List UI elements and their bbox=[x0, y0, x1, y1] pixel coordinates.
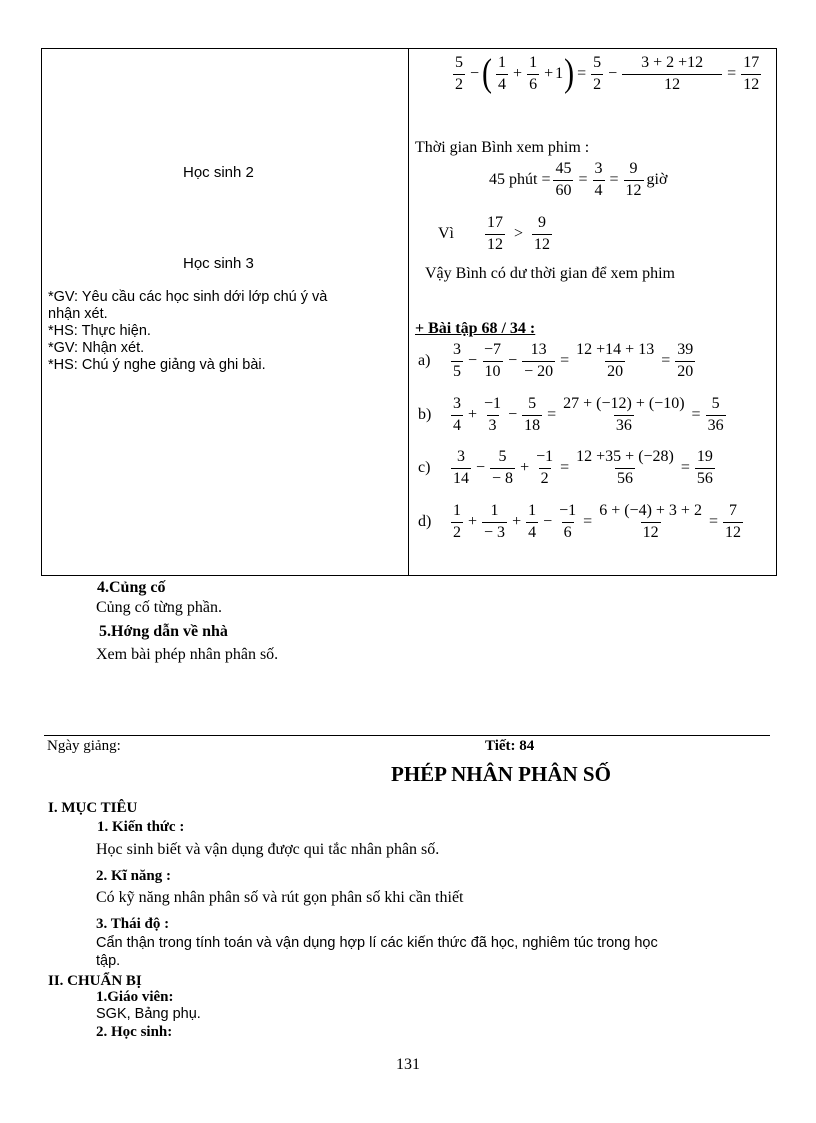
preparation-heading: II. CHUẨN BỊ bbox=[48, 973, 142, 989]
exercise-d: d) $\frac{1}{2}$ + $\frac{1}{- 3}$ + $\frac{1}{4}$ − $\frac{-1}{6}$ = $\frac{6 + (-4) + 3 + 2}{12}$ = $\frac{7}{12}$ bbox=[418, 502, 741, 541]
period-label: Tiết: 84 bbox=[485, 738, 535, 754]
note-line: *GV: Nhận xét. bbox=[48, 340, 145, 356]
knowledge-text: Học sinh biết và vận dụng được qui tắc nhân phân số. bbox=[96, 841, 440, 858]
note-line: *GV: Yêu cầu các học sinh dới lớp chú ý và bbox=[48, 289, 328, 305]
student-heading: 2. Học sinh: bbox=[96, 1024, 173, 1040]
homework-text: Xem bài phép nhân phân số. bbox=[96, 646, 279, 663]
section-divider bbox=[44, 735, 770, 736]
teacher-notes bbox=[48, 289, 403, 374]
exercise-title: + Bài tập 68 / 34 : bbox=[415, 320, 536, 337]
student-2-label: Học sinh 2 bbox=[183, 164, 254, 181]
attitude-text-1: Cẩn thận trong tính toán và vận dụng hợp lí các kiến thức đã học, nghiêm túc trong học bbox=[96, 935, 658, 951]
skills-text: Có kỹ năng nhân phân số và rút gọn phân số khi cần thiết bbox=[96, 889, 464, 906]
homework-heading: 5.Hớng dẫn về nhà bbox=[99, 623, 228, 640]
equation-top: $\frac{5}{2}$ − ( $\frac{1}{4}$ + $\frac{1}{6}$ + 1 ) = $\frac{5}{2}$ − $\frac{3 + 2 +12}{12}$ = $\frac{17}{12}$ bbox=[455, 52, 760, 96]
teacher-text: SGK, Bảng phụ. bbox=[96, 1006, 201, 1022]
exercise-c: c) $\frac{3}{14}$ − $\frac{5}{- 8}$ + $\frac{-1}{2}$ = $\frac{12 +35 + (-28)}{56}$ = $\frac{19}{56}$ bbox=[418, 448, 713, 487]
note-line: *HS: Chú ý nghe giảng và ghi bài. bbox=[48, 357, 266, 373]
page-number: 131 bbox=[396, 1056, 420, 1073]
attitude-heading: 3. Thái độ : bbox=[96, 916, 170, 932]
comparison: Vì $\frac{17}{12}$ > $\frac{9}{12}$ bbox=[438, 214, 551, 253]
lesson-table bbox=[41, 48, 777, 576]
conclusion: Vậy Bình có dư thời gian để xem phim bbox=[425, 265, 675, 282]
date-label: Ngày giảng: bbox=[47, 738, 121, 754]
minutes-equation: 45 phút = $\frac{45}{60}$ = $\frac{3}{4}$ = $\frac{9}{12}$ giờ bbox=[489, 160, 668, 199]
teacher-heading: 1.Giáo viên: bbox=[96, 989, 174, 1005]
column-divider bbox=[408, 49, 409, 575]
exercise-b: b) $\frac{3}{4}$ + $\frac{-1}{3}$ − $\frac{5}{18}$ = $\frac{27 + (-12) + (-10)}{36}$ = $\frac{5}{36}$ bbox=[418, 395, 724, 434]
exercise-a: a) $\frac{3}{5}$ − $\frac{-7}{10}$ − $\frac{13}{- 20}$ = $\frac{12 +14 + 13}{20}$ = $\frac{39}{20}$ bbox=[418, 341, 694, 380]
knowledge-heading: 1. Kiến thức : bbox=[97, 819, 185, 835]
consolidation-text: Củng cố từng phần. bbox=[96, 599, 222, 616]
time-label: Thời gian Bình xem phim : bbox=[415, 139, 590, 156]
consolidation-heading: 4.Củng cố bbox=[97, 579, 166, 596]
page-title: PHÉP NHÂN PHÂN SỐ bbox=[391, 762, 611, 786]
attitude-text-2: tập. bbox=[96, 953, 121, 969]
objectives-heading: I. MỤC TIÊU bbox=[48, 800, 138, 816]
note-line: *HS: Thực hiện. bbox=[48, 323, 151, 339]
student-3-label: Học sinh 3 bbox=[183, 255, 254, 272]
skills-heading: 2. Kĩ năng : bbox=[96, 868, 172, 884]
note-line: nhận xét. bbox=[48, 306, 108, 322]
